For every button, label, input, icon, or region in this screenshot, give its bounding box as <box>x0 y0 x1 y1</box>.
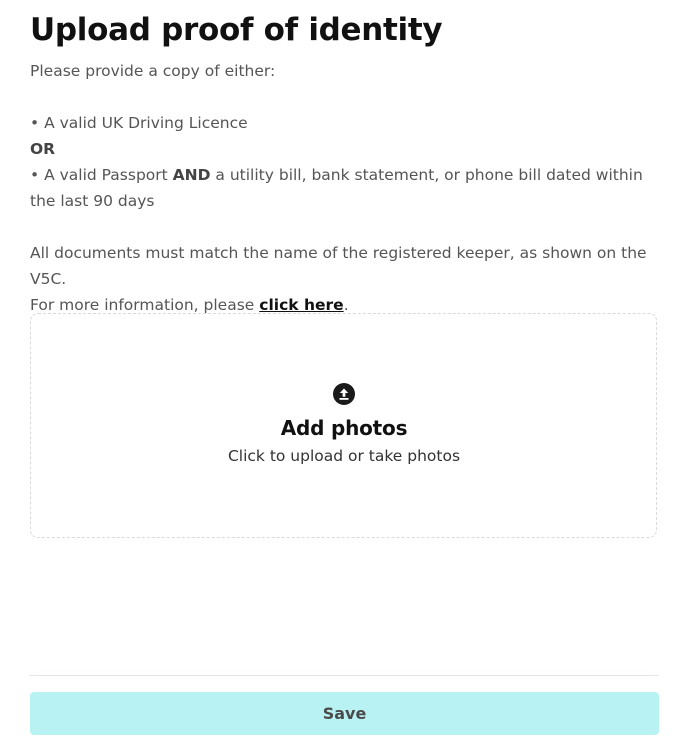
registered-keeper-note: All documents must match the name of the registered keeper, as shown on the V5C. <box>30 244 647 288</box>
instructions <box>30 58 670 318</box>
add-photos-subtitle: Click to upload or take photos <box>227 447 461 465</box>
option-passport-suffix: a utility bill, bank statement, or phone bill dated within the last 90 days <box>30 166 643 210</box>
option-driving-licence: • A valid UK Driving Licence <box>30 114 248 132</box>
option-passport <box>30 162 670 214</box>
page-title: Upload proof of identity <box>30 12 443 48</box>
option-passport-prefix: • A valid Passport <box>30 166 173 184</box>
or-separator: OR <box>30 140 56 158</box>
footer-divider <box>30 675 659 676</box>
spacer <box>30 214 670 240</box>
save-button[interactable]: Save <box>30 692 659 735</box>
option-passport-and: AND <box>172 166 211 184</box>
upload-icon <box>333 383 355 405</box>
spacer <box>30 84 670 110</box>
click-here-link[interactable]: click here <box>259 296 344 314</box>
instructions-lead: Please provide a copy of either: <box>30 62 276 80</box>
more-info-suffix: . <box>343 296 349 314</box>
more-info-prefix: For more information, please <box>30 296 260 314</box>
add-photos-title: Add photos <box>280 416 408 440</box>
